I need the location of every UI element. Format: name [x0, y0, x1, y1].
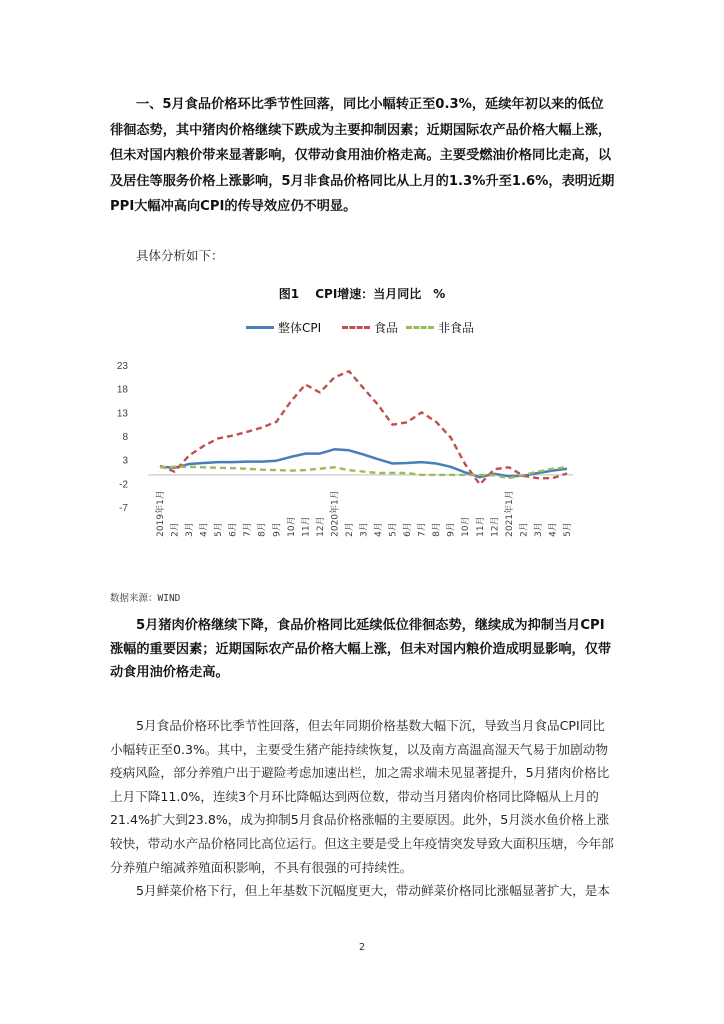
y-tick-label: -7 [119, 503, 128, 514]
series-line-cpi [160, 449, 567, 477]
y-tick-label: 3 [122, 455, 128, 467]
food-analysis-body [110, 714, 615, 903]
x-tick-label: 11月 [475, 516, 486, 537]
x-tick-label: 2月 [519, 522, 530, 537]
x-tick-label: 10月 [286, 516, 297, 537]
x-tick-label: 5月 [214, 522, 225, 537]
y-tick-label: 8 [122, 432, 128, 443]
x-tick-label: 9月 [446, 522, 457, 537]
x-tick-label: 2月 [344, 522, 355, 537]
x-tick-label: 10月 [461, 516, 472, 537]
x-tick-label: 12月 [490, 516, 501, 537]
x-tick-label: 11月 [301, 516, 312, 537]
chart-legend [246, 318, 566, 336]
analysis-intro: 具体分析如下： [136, 248, 224, 263]
vegetable-paragraph: 5月鲜菜价格下行，但上年基数下沉幅度更大，带动鲜菜价格同比涨幅显著扩大，是本 [136, 883, 610, 899]
x-tick-label: 6月 [228, 522, 239, 537]
x-tick-label: 2020年1月 [330, 490, 341, 537]
legend-label-food: 食品 [374, 321, 399, 335]
food-analysis-paragraph: 5月食品价格环比季节性回落，但去年同期价格基数大幅下沉，导致当月食品CPI同比小幅转正至0.3%。其中，主要受生猪产能持续恢复，以及南方高温高湿天气易于加剧动物疫病风险，部分养殖户出于避险考虑加速出栏，加之需求端未见显著提升，5月猪肉价格比上月下降11.0%，连续3个月环比降幅达到两位数，带动当月猪肉价格同比降幅从上月的21.4%扩大到23.8%，成为抑制5月食品价格涨幅的主要原因。此外，5月淡水鱼价格上涨较快，带动水产品价格同比高位运行。但这主要是受上年疫情突发导致大面积压塘，今年部分养殖户缩减养殖面积影响，不具有很强的可持续性。 [110, 718, 614, 875]
x-tick-label: 8月 [257, 522, 268, 537]
x-tick-label: 12月 [315, 516, 326, 537]
y-tick-label: -2 [119, 479, 128, 491]
y-tick-label: 23 [116, 361, 128, 372]
x-tick-label: 6月 [403, 522, 414, 537]
x-tick-label: 3月 [185, 522, 196, 537]
cpi-line-chart [110, 348, 590, 573]
x-tick-label: 7月 [243, 522, 254, 537]
x-tick-label: 9月 [272, 522, 283, 537]
figure-title: 图1 CPI增速：当月同比 % [278, 287, 446, 301]
x-tick-label: 3月 [533, 522, 544, 537]
x-tick-label: 5月 [388, 522, 399, 537]
x-tick-label: 4月 [199, 522, 210, 537]
legend-swatch-food [342, 326, 370, 329]
legend-swatch-cpi [246, 326, 274, 329]
y-tick-label: 18 [116, 384, 128, 396]
x-tick-label: 2月 [170, 522, 181, 537]
legend-swatch-nonfood [406, 326, 434, 329]
data-source: 数据来源：WIND [110, 593, 181, 604]
pork-summary-paragraph: 5月猪肉价格继续下降，食品价格同比延续低位徘徊态势，继续成为抑制当月CPI涨幅的重要因素；近期国际农产品价格大幅上涨，但未对国内粮价造成明显影响，仅带动食用油价格走高。 [110, 618, 612, 680]
summary-paragraph: 一、5月食品价格环比季节性回落，同比小幅转正至0.3%，延续年初以来的低位徘徊态势，其中猪肉价格继续下跌成为主要抑制因素；近期国际农产品价格大幅上涨，但未对国内粮价带来显著影响，仅带动食用油价格走高。主要受燃油价格同比走高，以及居住等服务价格上涨影响，5月非食品价格同比从上月的1.3%升至1.6%，表明近期PPI大幅冲高向CPI的传导效应仍不明显。 [110, 97, 615, 215]
x-tick-label: 7月 [417, 522, 428, 537]
x-tick-label: 2021年1月 [504, 490, 515, 537]
x-tick-label: 4月 [548, 522, 559, 537]
x-tick-label: 2019年1月 [156, 490, 166, 537]
legend-label-nonfood: 非食品 [438, 321, 475, 335]
legend-label-cpi: 整体CPI [278, 321, 322, 335]
x-tick-label: 4月 [374, 522, 385, 537]
x-tick-label: 5月 [563, 522, 573, 537]
y-tick-label: 13 [116, 408, 128, 420]
x-tick-label: 3月 [359, 522, 370, 537]
x-tick-label: 8月 [432, 522, 443, 537]
page-number: 2 [358, 942, 366, 953]
